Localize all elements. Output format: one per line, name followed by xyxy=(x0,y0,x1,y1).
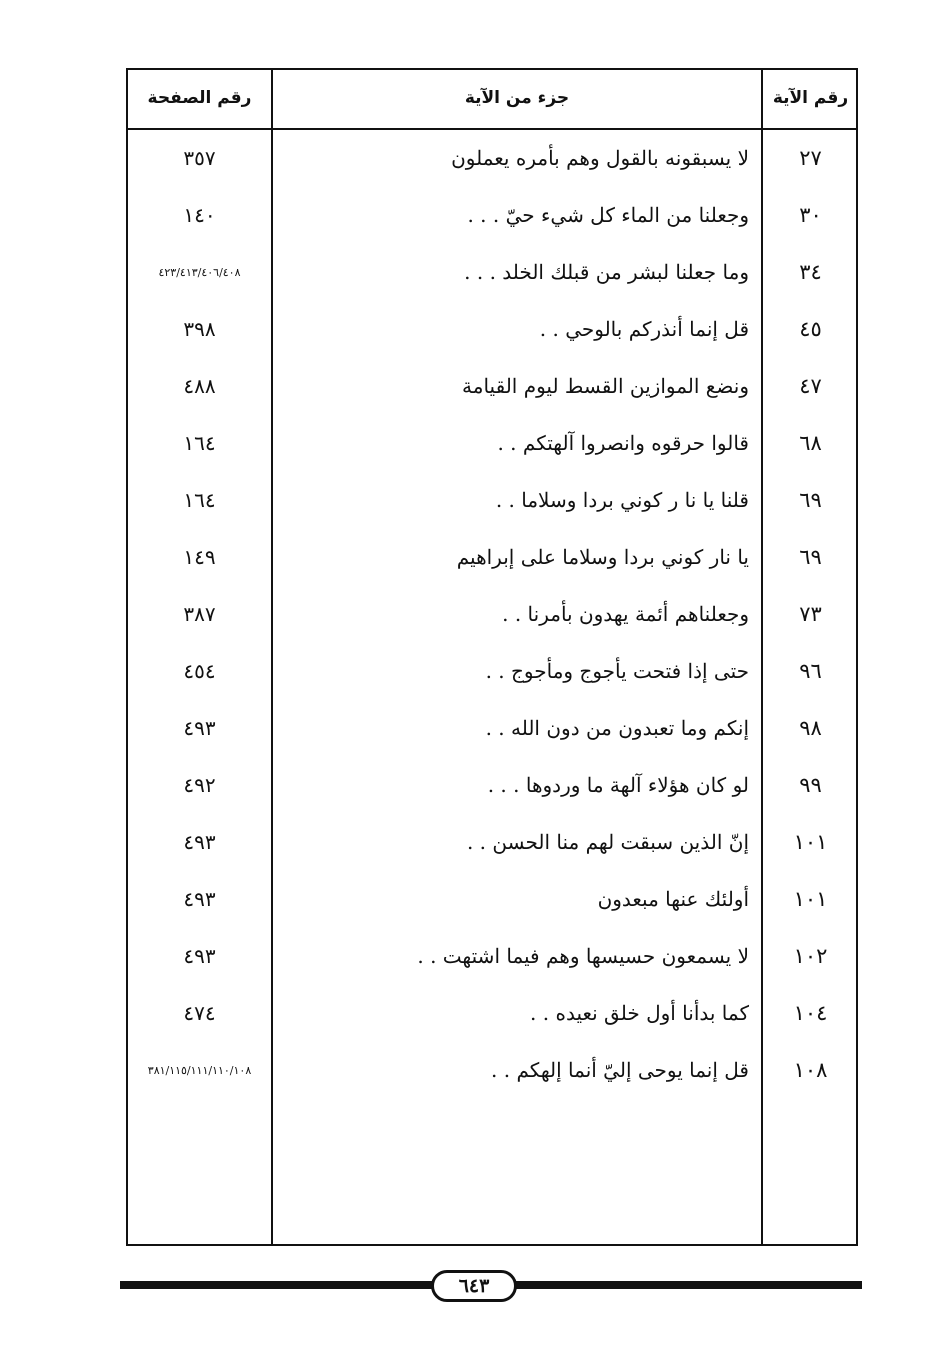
ayah-excerpt: وجعلناهم أئمة يهدون بأمرنا . . xyxy=(502,602,749,626)
table-row xyxy=(128,928,856,984)
table-row xyxy=(128,244,856,300)
ayah-excerpt: لا يسبقونه بالقول وهم بأمره يعملون xyxy=(451,146,749,170)
page-footer xyxy=(120,1270,862,1306)
table-row xyxy=(128,814,856,870)
page-reference: ٣٩٨ xyxy=(183,317,216,341)
ayah-number: ٤٧ xyxy=(799,374,822,398)
ayah-excerpt: قلنا يا نا ر كوني بردا وسلاما . . xyxy=(495,488,749,512)
ayah-excerpt: لو كان هؤلاء آلهة ما وردوها . . . xyxy=(487,773,749,797)
ayah-excerpt: يا نار كوني بردا وسلاما على إبراهيم xyxy=(456,545,749,569)
ayah-number: ٧٣ xyxy=(799,602,822,626)
index-table xyxy=(126,68,858,1246)
ayah-number: ٣٤ xyxy=(799,260,822,284)
table-row xyxy=(128,586,856,642)
page-reference: ٤٨٨ xyxy=(183,374,216,398)
ayah-number: ١٠٢ xyxy=(793,944,828,968)
page-reference: ١٤٠ xyxy=(183,203,216,227)
page-reference: ٤٩٣ xyxy=(183,887,216,911)
page-reference: ٤٩٣ xyxy=(183,830,216,854)
ayah-excerpt: حتى إذا فتحت يأجوج ومأجوج . . xyxy=(485,659,749,683)
ayah-number: ٦٩ xyxy=(799,488,822,512)
ayah-excerpt: إنكم وما تعبدون من دون الله . . xyxy=(485,716,749,740)
page-reference: ٣٨٧ xyxy=(183,602,216,626)
table-row xyxy=(128,1042,856,1098)
ayah-number: ١٠٤ xyxy=(793,1001,828,1025)
page-reference: ٤٩٣ xyxy=(183,944,216,968)
ayah-number: ٢٧ xyxy=(799,146,822,170)
table-row xyxy=(128,985,856,1041)
table-row xyxy=(128,130,856,186)
page-reference: ٣٥٧ xyxy=(183,146,216,170)
table-row xyxy=(128,700,856,756)
table-row xyxy=(128,871,856,927)
ayah-excerpt: وجعلنا من الماء كل شيء حيّ . . . xyxy=(467,203,749,227)
page-reference: ١٦٤ xyxy=(183,488,216,512)
ayah-number: ٩٩ xyxy=(799,773,822,797)
ayah-number: ١٠١ xyxy=(793,887,828,911)
table-row xyxy=(128,301,856,357)
table-row xyxy=(128,358,856,414)
ayah-number: ٣٠ xyxy=(799,203,822,227)
ayah-number: ١٠٨ xyxy=(793,1058,828,1082)
table-row xyxy=(128,529,856,585)
page-reference: ١٤٩ xyxy=(183,545,216,569)
ayah-number: ٦٩ xyxy=(799,545,822,569)
table-row xyxy=(128,415,856,471)
ayah-excerpt: أولئك عنها مبعدون xyxy=(597,887,749,911)
page-reference: ٤٥٤ xyxy=(183,659,216,683)
ayah-excerpt: إنّ الذين سبقت لهم منا الحسن . . xyxy=(466,830,749,854)
ayah-number: ٤٥ xyxy=(799,317,822,341)
page-reference: ٣٨١/١١٥/١١١/١١٠/١٠٨ xyxy=(147,1063,252,1077)
page-number: ٦٤٣ xyxy=(431,1270,517,1302)
ayah-number: ٩٦ xyxy=(799,659,822,683)
ayah-excerpt: وما جعلنا لبشر من قبلك الخلد . . . xyxy=(464,260,749,284)
ayah-excerpt: كما بدأنا أول خلق نعيده . . xyxy=(530,1001,749,1025)
ayah-number: ٩٨ xyxy=(799,716,822,740)
ayah-excerpt: ونضع الموازين القسط ليوم القيامة xyxy=(462,374,749,398)
page-reference: ٤٧٤ xyxy=(183,1001,216,1025)
page-reference: ٤٩٣ xyxy=(183,716,216,740)
ayah-excerpt: قالوا حرقوه وانصروا آلهتكم . . xyxy=(497,431,749,455)
table-row xyxy=(128,757,856,813)
page-reference: ٤٢٣/٤١٣/٤٠٦/٤٠٨ xyxy=(158,265,241,279)
ayah-number: ٦٨ xyxy=(799,431,822,455)
table-row xyxy=(128,187,856,243)
header-page-number: رقم الصفحة xyxy=(147,88,252,108)
header-ayah-excerpt: جزء من الآية xyxy=(464,88,570,108)
ayah-excerpt: قل إنما يوحى إليّ أنما إلهكم . . xyxy=(491,1058,749,1082)
page-reference: ٤٩٢ xyxy=(183,773,216,797)
ayah-excerpt: لا يسمعون حسيسها وهم فيما اشتهت . . xyxy=(417,944,749,968)
table-row xyxy=(128,643,856,699)
table-row xyxy=(128,472,856,528)
ayah-number: ١٠١ xyxy=(793,830,828,854)
ayah-excerpt: قل إنما أنذركم بالوحي . . xyxy=(539,317,749,341)
header-ayah-number: رقم الآية xyxy=(772,88,849,108)
page-reference: ١٦٤ xyxy=(183,431,216,455)
